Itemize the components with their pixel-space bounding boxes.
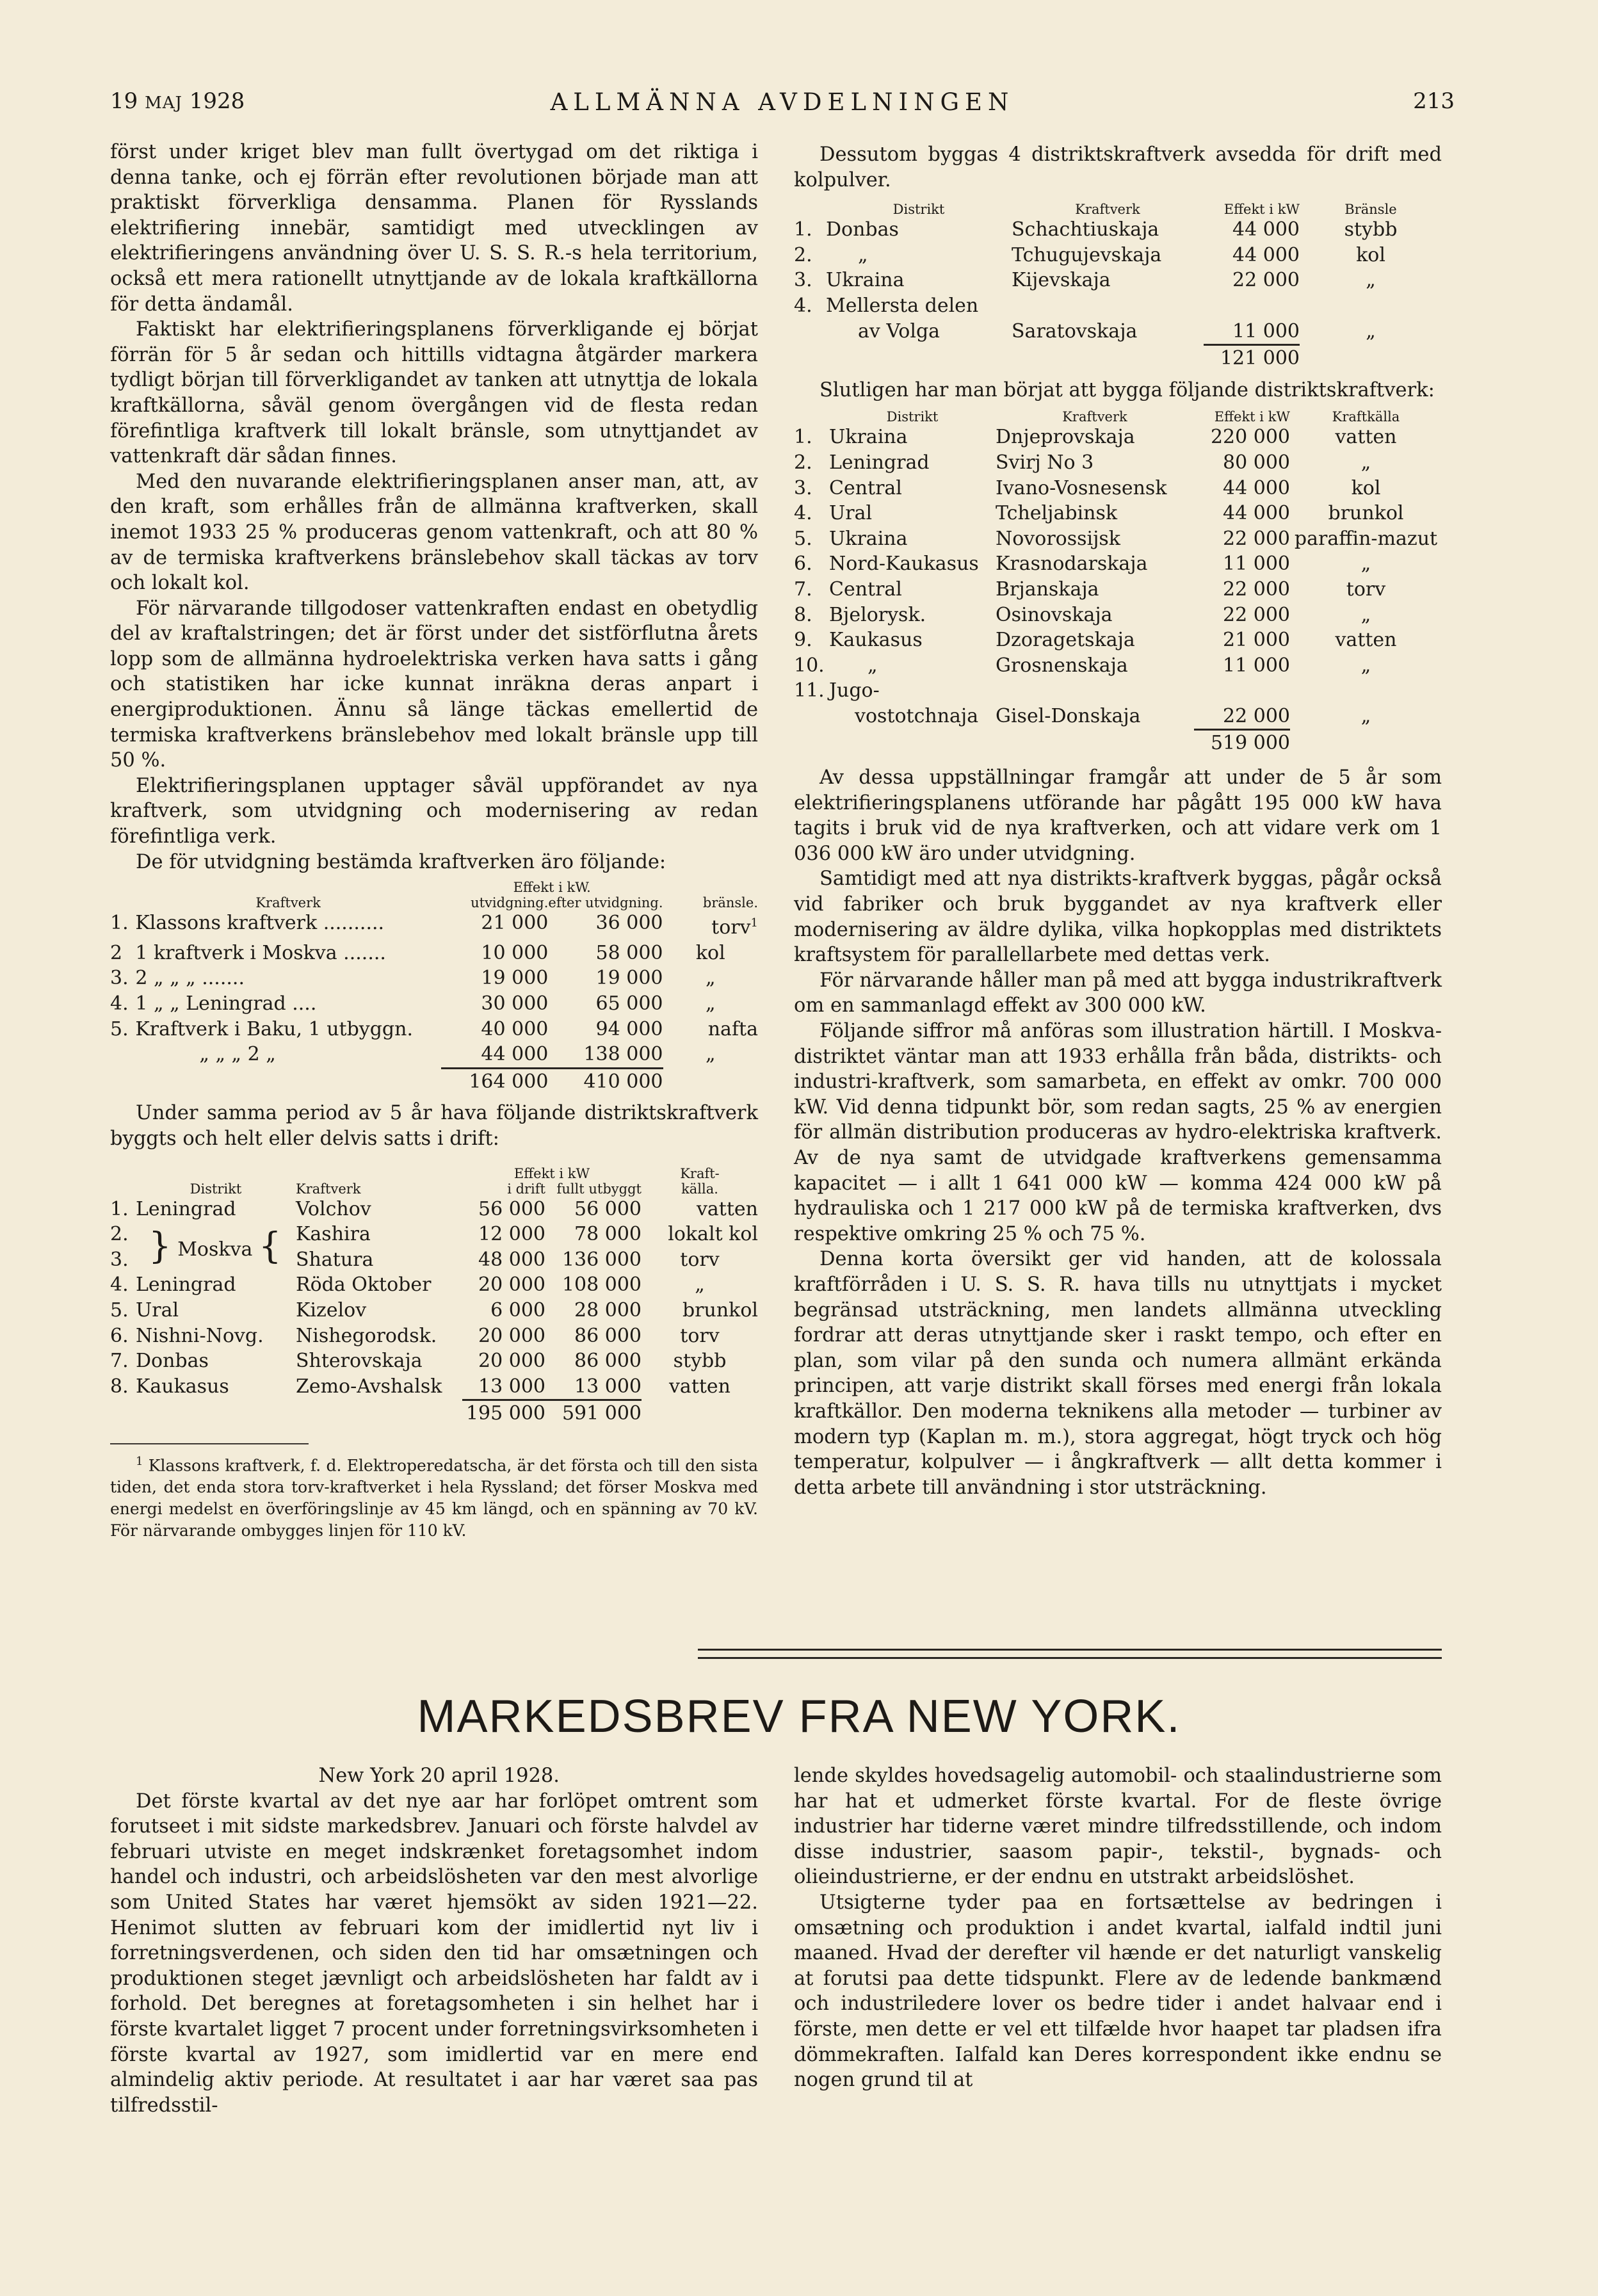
cell-value: 44 000	[1232, 218, 1300, 241]
cell-plant: Zemo-Avshalsk	[296, 1375, 442, 1398]
table-header: Kraftverk	[1075, 202, 1140, 218]
cell-plant: Ivano-Vosnesensk	[996, 476, 1167, 499]
row-number: 6.	[110, 1324, 129, 1347]
cell-value: 78 000	[574, 1223, 642, 1246]
cell-source: „	[1360, 553, 1371, 576]
paragraph: Samtidigt med att nya distrikts-kraftverk byggas, pågår också vid fabriker och bruk byggandet av nya kraftverk eller modernisering av äldre dylika, vilka hopkopplas med distriktets kraftsystem för parallellarbete med dettas verk.	[794, 868, 1442, 967]
table-header: Effekt i kW	[1223, 202, 1300, 218]
coal-dust-plants-table	[794, 202, 1442, 371]
cell-plant: Röda Oktober	[296, 1273, 432, 1297]
cell-value: 22 000	[1223, 578, 1290, 601]
cell-value: 58 000	[595, 941, 663, 964]
total-value: 121 000	[1204, 345, 1300, 371]
cell-source: torv	[680, 1248, 720, 1271]
cell-district: Jugo-	[829, 679, 880, 702]
cell-district: Central	[829, 578, 902, 601]
cell-district: „	[868, 654, 878, 677]
row-number: 3.	[110, 967, 129, 990]
expansion-table	[110, 880, 758, 1094]
table-row	[794, 450, 1442, 476]
table-row	[794, 526, 1442, 552]
cell-district: Nishni-Novg.	[136, 1324, 264, 1347]
fuel-text: torv	[711, 916, 751, 939]
cell-source: „	[1360, 704, 1371, 727]
cell-plant: Kraftverk i Baku, 1 utbyggn.	[135, 1017, 413, 1040]
cell-source: vatten	[696, 1197, 758, 1220]
row-number: 8.	[110, 1375, 129, 1398]
cell-source: stybb	[673, 1350, 727, 1373]
table-row	[794, 602, 1442, 628]
cell-source: „	[1360, 654, 1371, 677]
cell-fuel	[1300, 293, 1442, 319]
cell-value: 28 000	[574, 1298, 642, 1322]
cell-value: 86 000	[574, 1350, 642, 1373]
cell-value: 44 000	[1223, 502, 1290, 525]
table-row	[794, 268, 1442, 293]
table-row	[110, 1298, 758, 1323]
table-row	[794, 678, 1442, 704]
table-row	[794, 653, 1442, 679]
left-column	[110, 140, 758, 1542]
cell-plant: Schachtiuskaja	[1012, 218, 1159, 241]
cell-plant: Krasnodarskaja	[996, 553, 1148, 576]
row-number: 7.	[794, 578, 812, 601]
cell-district: Ural	[136, 1298, 179, 1322]
section-title: ALLMÄNNA AVDELNINGEN	[550, 88, 1015, 116]
footnote-ref: 1	[750, 916, 758, 930]
cell-district: Kaukasus	[136, 1375, 229, 1398]
right-brace: {	[258, 1225, 282, 1268]
cell-district: Bjelorysk.	[829, 603, 926, 626]
cell-plant: Kijevskaja	[1012, 269, 1111, 292]
paragraph: Det förste kvartal av det nye aar har forlöpet omtrent som forutseet i mit sidste markedsbrev. Januari och förste halvdel av februari utviste en meget indskrænket foretagsomhet indom handel och industri, och arbeidslösheten var den mest alvorlige som United States har været hjemsökt av siden 1921—22. Henimot slutten av februari kom der imidlertid nyt liv i forretningsverdenen, och siden den tid har omsætningen och produktionen steget jævnligt och arbeidslösheten har faldt av i forhold. Det beregnes at foretagsomheten i sin helhet har i förste kvartalet ligget 7 procent under forretningsvirksomheten i förste kvartal av 1927, som imidlertid var en mere end almindelig aktiv periode. At resultatet i aar har været saa pas tilfredsstil-	[110, 1790, 758, 2117]
cell-value: 11 000	[1223, 654, 1290, 677]
table-row	[110, 1348, 758, 1374]
table-header: Distrikt	[190, 1181, 242, 1197]
cell-fuel: „	[1366, 269, 1376, 292]
row-number: 1.	[110, 912, 129, 935]
cell-fuel	[663, 910, 758, 941]
footnote-text: Klassons kraftverk, f. d. Elektroperedatscha, är det första och till den sista tiden, det enda stora torv-kraftverket i hela Ryssland; det förser Moskva med energi medelst en överföringslinje av 45 km längd, och en spänning av 70 kV. För närvarande ombygges linjen för 110 kV.	[110, 1456, 758, 1540]
cell-fuel: kol	[1356, 243, 1385, 266]
row-number: 3.	[794, 476, 812, 499]
cell-plant: Novorossijsk	[996, 527, 1120, 550]
cell-source: lokalt kol	[668, 1223, 758, 1246]
table-row	[794, 476, 1442, 501]
table-header: efter utvidgning.	[548, 895, 663, 911]
row-number: 5.	[794, 527, 812, 550]
cell-value: 19 000	[595, 967, 663, 990]
table-row	[110, 1272, 758, 1298]
cell-source: brunkol	[1328, 502, 1404, 525]
cell-plant: Tchugujevskaja	[1012, 243, 1162, 266]
table-header: Bränsle	[1344, 202, 1397, 218]
table-header: Kraft-	[680, 1165, 720, 1181]
cell-source: kol	[1351, 476, 1381, 499]
cell-district-merged	[136, 1222, 296, 1272]
total-value: 591 000	[545, 1400, 642, 1427]
table-header: Distrikt	[886, 409, 939, 425]
table-header: Effekt i kW	[1214, 409, 1290, 425]
cell-value: 20 000	[478, 1350, 545, 1373]
row-number	[110, 1042, 135, 1068]
cell-value: 108 000	[561, 1273, 642, 1297]
paragraph: lende skyldes hovedsagelig automobil- och staalindustrierne som har hat et udmerket förste kvartal. For de fleste övrige industrier har tiderne været mindre tilfredsstillende, och indom disse industrier, saasom papir-, tekstil-, bygnads- och olieindustrierne, er der endnu en utstrakt arbeidslöshet.	[794, 1765, 1442, 1889]
cell-fuel: kol	[695, 941, 725, 964]
cell-plant: Svirj No 3	[996, 451, 1094, 474]
row-number: 11.	[794, 679, 825, 702]
cell-value: 20 000	[478, 1273, 545, 1297]
table-row	[794, 424, 1442, 450]
row-number	[794, 319, 826, 345]
table-group-header: Effekt i kW.	[513, 880, 591, 896]
table-row	[794, 577, 1442, 602]
cell-source: vatten	[1335, 629, 1397, 652]
right-column	[794, 142, 1442, 1500]
row-number: 2	[110, 941, 123, 964]
paragraph: Utsigterne tyder paa en fortsættelse av bedringen i omsætning och produktion i andet kvartal, ialfald indtil juni maaned. Hvad der derefter vil hænde er det naturligt vanskelig at forutsi paa dette tidspunkt. Flere av de ledende bankmænd och industriledere lover os bedre tider i andet halvaar end i förste, men dette er vel ett tilfælde hvor haapet tar pladsen ifra dömmekraften. Ialfald kan Deres korrespondent ikke endnu se nogen grund til at	[794, 1891, 1442, 2092]
table-row	[110, 1042, 758, 1068]
table-row	[110, 966, 758, 991]
table-header: bränsle.	[702, 895, 758, 911]
cell-value: 22 000	[1232, 269, 1300, 292]
total-value: 410 000	[548, 1068, 663, 1094]
row-number: 3.	[794, 269, 812, 292]
new-district-plants-table	[794, 409, 1442, 756]
table-row	[794, 627, 1442, 653]
cell-plant: „ „ „ 2 „	[199, 1043, 276, 1066]
cell-plant: Nishegorodsk.	[296, 1324, 437, 1347]
table-group-header: Effekt i kW	[513, 1165, 590, 1181]
cell-plant: Osinovskaja	[996, 603, 1113, 626]
cell-district: Ukraina	[826, 269, 905, 292]
cell-district: Leningrad	[136, 1273, 236, 1297]
cell-plant: Dnjeprovskaja	[996, 426, 1135, 449]
cell-plant: Kashira	[296, 1223, 371, 1246]
cell-value: 56 000	[478, 1197, 545, 1220]
cell-district: Leningrad	[136, 1197, 236, 1220]
article-headline: MARKEDSBREV FRA NEW YORK.	[417, 1691, 1181, 1742]
district-moskva: Moskva	[177, 1238, 253, 1261]
cell-district: Nord-Kaukasus	[829, 553, 979, 576]
table-row	[110, 1197, 758, 1222]
cell-value: 30 000	[481, 992, 549, 1015]
paragraph: Denna korta översikt ger vid handen, att de kolossala kraftförråden i U. S. S. R. hava tills nu utnyttjats i mycket begränsad utsträckning, men landets allmänna utveckling fordrar att deras utnyttjande sker i raskt tempo, och efter en plan, som vilar på den sunda och numera allmänt erkända principen, att varje distrikt skall förses med energi från lokala kraftkällor. Den moderna teknikens alla metoder — turbiner av modern typ (Kaplan m. m.), stora aggregat, högt tryck och hög temperatur, kolpulver — i ångkraftverk — allt detta kommer i detta arbete till användning i stor utsträckning.	[794, 1248, 1442, 1499]
cell-value: 40 000	[481, 1017, 549, 1040]
paragraph: först under kriget blev man fullt övertygad om det riktiga i denna tanke, och ej förrän efter revolutionen började man att praktiskt förverkliga densamma. Planen för Rysslands elektrifiering innebär, samtidigt med utvecklingen av elektrifieringens användning över U. S. S. R.-s hela territorium, också ett mera rationellt utnyttjande av de lokala kraftkällorna för detta ändamål.	[110, 141, 758, 316]
cell-source: vatten	[1335, 426, 1397, 449]
double-rule-divider	[698, 1649, 1442, 1659]
cell-value: 13 000	[574, 1375, 642, 1398]
cell-plant: Dzoragetskaja	[996, 629, 1135, 652]
cell-fuel: nafta	[707, 1017, 758, 1040]
table-row	[794, 319, 1442, 345]
cell-source: vatten	[668, 1375, 731, 1398]
cell-district: Ukraina	[829, 527, 908, 550]
cell-district: av Volga	[858, 319, 940, 343]
cell-plant: 1 kraftverk i Moskva .......	[135, 941, 386, 964]
cell-value: 220 000	[1210, 426, 1290, 449]
row-number: 1.	[794, 218, 812, 241]
cell-plant	[996, 678, 1194, 704]
cell-value: 11 000	[1232, 319, 1300, 343]
row-number: 5.	[110, 1298, 129, 1322]
table-total-row	[110, 1068, 758, 1094]
row-number: 2.	[794, 451, 812, 474]
cell-value	[1194, 678, 1290, 704]
table-header: utvidgning.	[471, 895, 549, 911]
table-row	[110, 1374, 758, 1400]
row-number: 1.	[794, 426, 812, 449]
row-number: 7.	[110, 1350, 129, 1373]
cell-value: 94 000	[595, 1017, 663, 1040]
cell-value: 21 000	[481, 912, 549, 935]
cell-source: brunkol	[682, 1298, 758, 1322]
cell-plant: 1 „ „ Leningrad ....	[135, 992, 317, 1015]
row-number: 10.	[794, 654, 825, 677]
table-row	[110, 1323, 758, 1349]
table-header: källa.	[681, 1181, 718, 1197]
right-column-text	[794, 765, 1442, 1500]
district-plants-table	[110, 1166, 758, 1427]
paragraph: Med den nuvarande elektrifieringsplanen anser man, att, av den kraft, som erhålles från de allmänna kraftverken, skall inemot 1933 25 % produceras genom vattenkraft, och att 80 % av de termiska kraftverkens bränslebehov skall täckas av torv och lokalt kol.	[110, 470, 758, 595]
row-number: 4.	[110, 1273, 129, 1297]
table-header: Kraftverk	[255, 895, 321, 911]
paragraph: Elektrifieringsplanen upptager såväl uppförandet av nya kraftverk, som utvidgning och modernisering av redan förefintliga verk.	[110, 774, 758, 848]
row-number: 9.	[794, 629, 812, 652]
cell-fuel: stybb	[1344, 218, 1398, 241]
cell-value: 86 000	[574, 1324, 642, 1347]
cell-source: torv	[680, 1324, 720, 1347]
row-number: 5.	[110, 1017, 129, 1040]
cell-district: Ural	[829, 502, 873, 525]
cell-plant	[1012, 293, 1204, 319]
cell-plant: Gisel-Donskaja	[996, 704, 1141, 727]
table-header: Distrikt	[892, 202, 945, 218]
cell-district: Kaukasus	[829, 629, 923, 652]
footnote-mark: 1	[136, 1454, 143, 1468]
cell-district: Donbas	[826, 218, 899, 241]
cell-district: Ukraina	[829, 426, 908, 449]
cell-fuel: „	[705, 1043, 716, 1066]
cell-value: 36 000	[595, 912, 663, 935]
table-header: Kraftverk	[1062, 409, 1127, 425]
table-header: Kraftkälla	[1332, 409, 1400, 425]
paragraph: Slutligen har man börjat att bygga följande distriktskraftverk:	[819, 378, 1435, 401]
table-row	[110, 941, 758, 966]
paragraph: För närvarande håller man på med att bygga industrikraftverk om en sammanlagd effekt av 300 000 kW.	[794, 969, 1442, 1017]
cell-value: 6 000	[490, 1298, 545, 1322]
cell-value: 11 000	[1223, 553, 1290, 576]
table-total-row	[794, 730, 1442, 756]
cell-value: 138 000	[583, 1043, 663, 1066]
cell-value: 21 000	[1223, 629, 1290, 652]
table-row	[110, 991, 758, 1017]
paragraph: Under samma period av 5 år hava följande distriktskraftverk byggts och helt eller delvis satts i drift:	[110, 1102, 758, 1150]
cell-district: Donbas	[136, 1350, 209, 1373]
cell-value: 20 000	[478, 1324, 545, 1347]
row-number	[794, 704, 829, 730]
cell-value: 44 000	[481, 1043, 549, 1066]
row-number: 2.	[110, 1223, 129, 1246]
paragraph: Följande siffror må anföras som illustration härtill. I Moskva-distriktet väntar man att 1933 erhålla från båda, distrikts- och industri-kraftverk, som samarbeta, en effekt av omkr. 700 000 kW. Vid denna tidpunkt bör, som redan sagts, 25 % av energien för allmän distribution produceras av hydro-elektriska kraftverk. Av de nya samt de utvidgade kraftverkens gemensamma kapacitet — i allt 1 641 000 kW — komma 424 000 kW på hydrauliska och 1 217 000 kW på de termiska kraftverken, dvs respektive omkring 25 % och 75 %.	[794, 1020, 1442, 1245]
paragraph: Av dessa uppställningar framgår att under de 5 år som elektrifieringsplanens utförande har pågått 195 000 kW hava tagits i bruk vid de nya kraftverken, och att vidare verk om 1 036 000 kW äro under utvidgning.	[794, 766, 1442, 865]
cell-value: 44 000	[1232, 243, 1300, 266]
cell-district: vostotchnaja	[855, 704, 979, 727]
cell-value: 10 000	[481, 941, 549, 964]
row-number: 4.	[110, 992, 129, 1015]
cell-district: Central	[829, 476, 902, 499]
cell-source: torv	[1346, 578, 1386, 601]
table-row	[110, 1017, 758, 1042]
row-number: 6.	[794, 553, 812, 576]
cell-source: „	[1360, 451, 1371, 474]
cell-plant: Grosnenskaja	[996, 654, 1128, 677]
table-total-row	[794, 345, 1442, 371]
cell-value: 22 000	[1223, 603, 1290, 626]
footnote	[110, 1451, 758, 1542]
cell-value: 48 000	[478, 1248, 545, 1271]
table-header: fullt utbyggt	[556, 1181, 642, 1197]
cell-value: 44 000	[1223, 476, 1290, 499]
cell-source: „	[1360, 603, 1371, 626]
cell-plant: Shatura	[296, 1248, 374, 1271]
table-row	[110, 910, 758, 941]
article2-left-column	[110, 1763, 758, 2118]
table-header: Kraftverk	[296, 1181, 361, 1197]
cell-fuel: „	[705, 967, 716, 990]
cell-value: 136 000	[561, 1248, 642, 1271]
row-number: 4.	[794, 294, 812, 317]
table-row	[110, 1222, 758, 1247]
cell-fuel: „	[705, 992, 716, 1015]
row-number: 3.	[110, 1248, 129, 1271]
row-number: 1.	[110, 1197, 129, 1220]
left-brace: }	[149, 1225, 172, 1268]
table-row	[794, 501, 1442, 526]
cell-source: paraffin-mazut	[1294, 527, 1438, 550]
cell-plant: Tcheljabinsk	[996, 502, 1118, 525]
table-row	[794, 551, 1442, 577]
cell-district: „	[858, 243, 868, 266]
total-value: 164 000	[441, 1068, 549, 1094]
table-row	[794, 704, 1442, 730]
cell-fuel: „	[1366, 319, 1376, 343]
cell-value: 12 000	[478, 1223, 545, 1246]
paragraph: För närvarande tillgodoser vattenkraften endast en obetydlig del av kraftalstringen; det är först under det sistförflutna årets lopp som de allmänna hydroelektriska verken hava satts i gång och statistiken har icke kunnat inräkna deras anpart i energiproduktionen. Ännu så länge täckas emellertid de termiska kraftverkens bränslebehov med lokalt bränsle upp till 50 %.	[110, 597, 758, 772]
total-value: 519 000	[1194, 730, 1290, 756]
table-row	[794, 217, 1442, 243]
cell-plant: Klassons kraftverk ..........	[135, 912, 385, 935]
cell-value	[1204, 293, 1300, 319]
footnote-rule	[110, 1443, 309, 1451]
row-number: 4.	[794, 502, 812, 525]
cell-plant: Saratovskaja	[1012, 319, 1138, 343]
cell-plant: Kizelov	[296, 1298, 367, 1322]
cell-plant: 2 „ „ „ .......	[135, 967, 245, 990]
table-row	[794, 293, 1442, 319]
cell-value: 13 000	[478, 1375, 545, 1398]
row-number: 2.	[794, 243, 812, 266]
row-number: 8.	[794, 603, 812, 626]
cell-plant: Volchov	[296, 1197, 371, 1220]
paragraph: Dessutom byggas 4 distriktskraftverk avsedda för drift med kolpulver.	[794, 143, 1442, 191]
paragraph: De för utvidgning bestämda kraftverken äro följande:	[136, 850, 666, 873]
table-header: i drift	[507, 1181, 545, 1197]
cell-source: „	[695, 1273, 705, 1297]
page-number: 213	[1413, 88, 1455, 114]
cell-plant: Brjanskaja	[996, 578, 1099, 601]
paragraph: Faktiskt har elektrifieringsplanens förverkligande ej börjat förrän för 5 år sedan och hittills vidtagna åtgärder markera tydligt början till förverkligandet av tanken att utnyttja de lokala kraftkällorna, såväl genom övergången vid de flesta redan förefintliga kraftverk till lokalt bränsle, som utnyttjandet av vattenkraft där sådan finnes.	[110, 318, 758, 468]
cell-value: 80 000	[1223, 451, 1290, 474]
cell-value: 56 000	[574, 1197, 642, 1220]
table-row	[794, 243, 1442, 268]
cell-value: 65 000	[595, 992, 663, 1015]
article2-right-column	[794, 1763, 1442, 2093]
cell-district: Mellersta delen	[826, 294, 979, 317]
cell-district: Leningrad	[829, 451, 930, 474]
cell-plant: Shterovskaja	[296, 1350, 423, 1373]
cell-value: 22 000	[1223, 527, 1290, 550]
cell-value: 22 000	[1223, 704, 1290, 727]
cell-source	[1290, 678, 1442, 704]
header-date: 19 MAJ 1928	[110, 88, 245, 114]
table-total-row	[110, 1400, 758, 1427]
running-head	[110, 88, 1455, 120]
cell-value: 19 000	[481, 967, 549, 990]
total-value: 195 000	[462, 1400, 545, 1427]
dateline: New York 20 april 1928.	[318, 1765, 560, 1787]
